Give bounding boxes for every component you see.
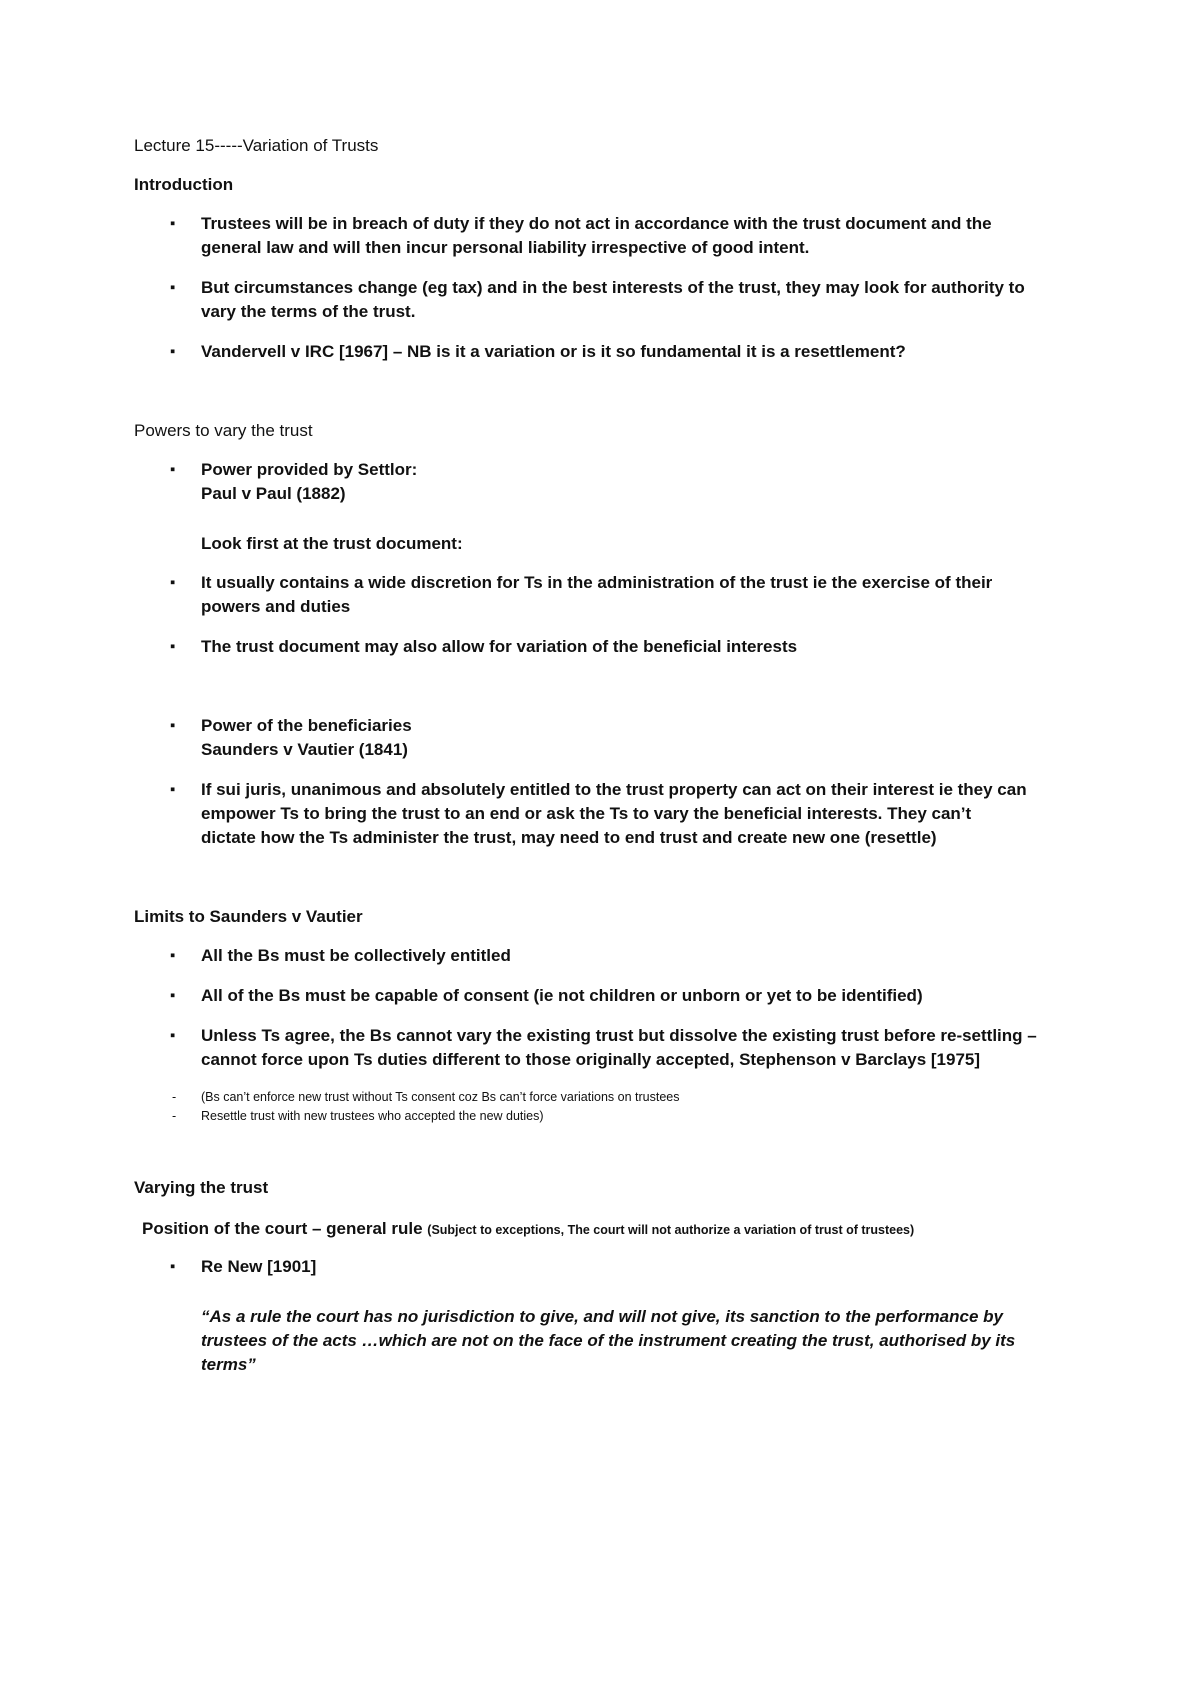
bullet-icon: ▪ (170, 279, 176, 296)
limits-item-3-line-2: cannot force upon Ts duties different to those originally accepted, Stephenson v Barclays [1975] (201, 1050, 981, 1069)
limits-item-3-line-1: Unless Ts agree, the Bs cannot vary the existing trust but dissolve the existing trust before re-settling – (201, 1026, 1037, 1045)
dash-marker: - (172, 1090, 177, 1104)
settlor-case: Paul v Paul (1882) (201, 484, 346, 503)
heading-powers: Powers to vary the trust (134, 421, 313, 440)
position-note: (Subject to exceptions, The court will not authorize a variation of trust of trustees) (427, 1223, 915, 1237)
heading-limits: Limits to Saunders v Vautier (134, 907, 363, 926)
heading-varying: Varying the trust (134, 1178, 269, 1197)
bullet-icon: ▪ (170, 638, 176, 655)
look-first: Look first at the trust document: (201, 534, 463, 553)
beneficiaries-heading: Power of the beneficiaries (201, 716, 412, 735)
bullet-icon: ▪ (170, 1258, 176, 1275)
bullet-icon: ▪ (170, 947, 176, 964)
intro-item-1-line-1: Trustees will be in breach of duty if they do not act in accordance with the trust document and the (201, 214, 992, 233)
limits-note-1: (Bs can’t enforce new trust without Ts consent coz Bs can’t force variations on trustees (201, 1090, 680, 1104)
position-line (142, 1218, 914, 1241)
quote-line-3: terms” (201, 1355, 256, 1374)
quote-line-1: “As a rule the court has no jurisdiction to give, and will not give, its sanction to the performance by (201, 1307, 1003, 1326)
intro-item-3-line-1: Vandervell v IRC [1967] – NB is it a variation or is it so fundamental it is a resettlement? (201, 342, 906, 361)
sui-juris-line-2: empower Ts to bring the trust to an end or ask the Ts to vary the beneficial interests. They can’t (201, 804, 972, 823)
bullet-icon: ▪ (170, 574, 176, 591)
quote-line-2: trustees of the acts …which are not on the face of the instrument creating the trust, authorised by its (201, 1331, 1016, 1350)
doc-item-2-line-1: The trust document may also allow for variation of the beneficial interests (201, 637, 798, 656)
bullet-icon: ▪ (170, 1027, 176, 1044)
intro-item-2-line-2: vary the terms of the trust. (201, 302, 416, 321)
limits-item-2: All of the Bs must be capable of consent (ie not children or unborn or yet to be identified) (201, 986, 923, 1005)
doc-item-1-line-1: It usually contains a wide discretion for Ts in the administration of the trust ie the exercise of their (201, 573, 993, 592)
doc-item-1-line-2: powers and duties (201, 597, 351, 616)
heading-introduction: Introduction (134, 175, 234, 194)
bullet-icon: ▪ (170, 717, 176, 734)
dash-marker: - (172, 1109, 177, 1123)
page-title: Lecture 15-----Variation of Trusts (134, 136, 379, 155)
re-new-case: Re New [1901] (201, 1257, 317, 1276)
limits-note-2: Resettle trust with new trustees who accepted the new duties) (201, 1109, 544, 1123)
beneficiaries-case: Saunders v Vautier (1841) (201, 740, 408, 759)
sui-juris-line-3: dictate how the Ts administer the trust, may need to end trust and create new one (resettle) (201, 828, 937, 847)
settlor-heading: Power provided by Settlor: (201, 460, 418, 479)
limits-item-1: All the Bs must be collectively entitled (201, 946, 511, 965)
intro-item-1-line-2: general law and will then incur personal liability irrespective of good intent. (201, 238, 810, 257)
bullet-icon: ▪ (170, 343, 176, 360)
bullet-icon: ▪ (170, 781, 176, 798)
bullet-icon: ▪ (170, 461, 176, 478)
bullet-icon: ▪ (170, 215, 176, 232)
sui-juris-line-1: If sui juris, unanimous and absolutely entitled to the trust property can act on their interest ie they can (201, 780, 1027, 799)
intro-item-2-line-1: But circumstances change (eg tax) and in the best interests of the trust, they may look for authority to (201, 278, 1025, 297)
position-heading: Position of the court – general rule (142, 1219, 423, 1238)
bullet-icon: ▪ (170, 987, 176, 1004)
